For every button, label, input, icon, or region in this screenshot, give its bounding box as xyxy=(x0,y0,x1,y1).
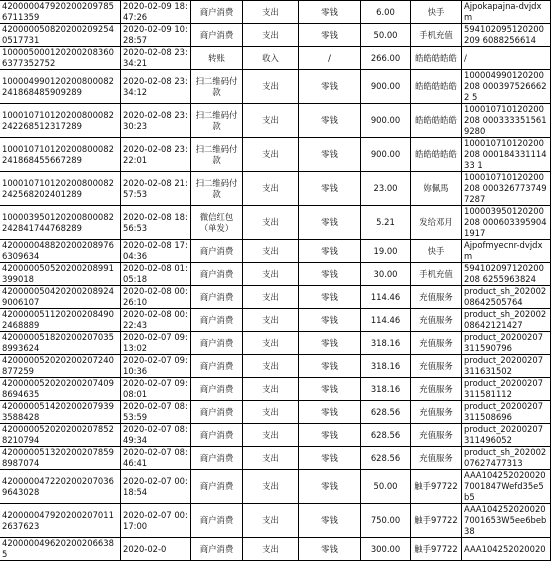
counterparty-cell: 发给邓月 xyxy=(411,206,462,240)
amount-cell: 900.00 xyxy=(361,70,411,104)
transaction-type-cell: 扫二维码付款 xyxy=(191,70,243,104)
amount-cell: 900.00 xyxy=(361,138,411,172)
counterparty-cell: 充值服务 xyxy=(411,332,462,355)
transaction-time-cell: 2020-02-08 00:26:10 xyxy=(121,286,191,309)
transaction-type-cell: 商户消费 xyxy=(191,424,243,447)
amount-cell: 266.00 xyxy=(361,47,411,70)
payment-method-cell: 零钱 xyxy=(299,424,361,447)
payment-method-cell: 零钱 xyxy=(299,70,361,104)
merchant-ref-cell: 594102097120200208 6255963824 xyxy=(462,263,551,286)
transaction-direction-cell: 支出 xyxy=(243,138,299,172)
merchant-ref-cell: product_20200207 311631502 xyxy=(462,355,551,378)
merchant-ref-cell: product_20200207 311590796 xyxy=(462,332,551,355)
transaction-type-cell: 商户消费 xyxy=(191,378,243,401)
transaction-id-cell: 420000052020200207240 877259 xyxy=(0,355,121,378)
transaction-id-cell: 420000047920200207011 2637623 xyxy=(0,504,121,538)
payment-method-cell: / xyxy=(299,47,361,70)
payment-method-cell: 零钱 xyxy=(299,538,361,561)
transaction-direction-cell: 支出 xyxy=(243,240,299,263)
merchant-ref-cell: AAA104252020020 7001653W5ee6beb 38 xyxy=(462,504,551,538)
transaction-direction-cell: 支出 xyxy=(243,286,299,309)
transaction-type-cell: 商户消费 xyxy=(191,447,243,470)
amount-cell: 318.16 xyxy=(361,355,411,378)
transaction-time-cell: 2020-02-08 01:05:18 xyxy=(121,263,191,286)
payment-method-cell: 零钱 xyxy=(299,504,361,538)
payment-method-cell: 零钱 xyxy=(299,378,361,401)
transaction-direction-cell: 支出 xyxy=(243,309,299,332)
transaction-time-cell: 2020-02-08 23:34:21 xyxy=(121,47,191,70)
payment-method-cell: 零钱 xyxy=(299,447,361,470)
amount-cell: 19.00 xyxy=(361,240,411,263)
transaction-direction-cell: 支出 xyxy=(243,172,299,206)
merchant-ref-cell: 100010710120200208 0003333515619280 xyxy=(462,104,551,138)
table-row xyxy=(0,309,551,332)
counterparty-cell: 触手97722 xyxy=(411,504,462,538)
transaction-id-cell: 420000047220200207036 9643028 xyxy=(0,470,121,504)
merchant-ref-cell: Ajpokapajna-dvjdx m xyxy=(462,1,551,24)
transaction-type-cell: 扫二维码付款 xyxy=(191,172,243,206)
table-row xyxy=(0,1,551,24)
payment-method-cell: 零钱 xyxy=(299,286,361,309)
amount-cell: 50.00 xyxy=(361,24,411,47)
transaction-id-cell: 420000051420200207939 3588428 xyxy=(0,401,121,424)
counterparty-cell: 手机充值 xyxy=(411,24,462,47)
transaction-time-cell: 2020-02-08 17:04:36 xyxy=(121,240,191,263)
transaction-direction-cell: 支出 xyxy=(243,470,299,504)
transaction-time-cell: 2020-02-08 18:56:53 xyxy=(121,206,191,240)
amount-cell: 114.46 xyxy=(361,309,411,332)
transaction-time-cell: 2020-02-07 00:18:54 xyxy=(121,470,191,504)
table-row xyxy=(0,470,551,504)
payment-method-cell: 零钱 xyxy=(299,138,361,172)
merchant-ref-cell: 100003950120200208 0006033959041917 xyxy=(462,206,551,240)
table-row xyxy=(0,401,551,424)
transaction-direction-cell: 支出 xyxy=(243,355,299,378)
amount-cell: 628.56 xyxy=(361,424,411,447)
transaction-direction-cell: 支出 xyxy=(243,504,299,538)
amount-cell: 23.00 xyxy=(361,172,411,206)
merchant-ref-cell: 594102095120200209 6088256614 xyxy=(462,24,551,47)
table-row xyxy=(0,263,551,286)
merchant-ref-cell: product_20200207 311581112 xyxy=(462,378,551,401)
counterparty-cell: 皓皓皓皓皓 xyxy=(411,70,462,104)
transaction-id-cell: 420000048820200208976 6309634 xyxy=(0,240,121,263)
merchant-ref-cell: Ajpofmyecnr-dvjdx m xyxy=(462,240,551,263)
transaction-direction-cell: 支出 xyxy=(243,70,299,104)
merchant-ref-cell: product_20200207 311496052 xyxy=(462,424,551,447)
amount-cell: 114.46 xyxy=(361,286,411,309)
transaction-id-cell: 420000051120200208490 2468889 xyxy=(0,309,121,332)
transaction-id-cell: 100010710120200800082 242568202401289 xyxy=(0,172,121,206)
amount-cell: 750.00 xyxy=(361,504,411,538)
transaction-id-cell: 420000050420200208924 9006107 xyxy=(0,286,121,309)
payment-method-cell: 零钱 xyxy=(299,1,361,24)
amount-cell: 900.00 xyxy=(361,104,411,138)
merchant-ref-cell: AAA104252020020 7001847Wefd35e5 b5 xyxy=(462,470,551,504)
table-row xyxy=(0,355,551,378)
counterparty-cell: 触手97722 xyxy=(411,470,462,504)
transaction-direction-cell: 支出 xyxy=(243,447,299,470)
merchant-ref-cell: AAA104252020020 xyxy=(462,538,551,561)
transaction-time-cell: 2020-02-09 18:47:26 xyxy=(121,1,191,24)
transaction-time-cell: 2020-02-07 08:46:41 xyxy=(121,447,191,470)
payment-method-cell: 零钱 xyxy=(299,401,361,424)
payment-method-cell: 零钱 xyxy=(299,240,361,263)
transaction-id-cell: 100004990120200800082 241868485909289 xyxy=(0,70,121,104)
transaction-direction-cell: 支出 xyxy=(243,206,299,240)
transaction-direction-cell: 支出 xyxy=(243,401,299,424)
transaction-id-cell: 100010710120200800082 242268512317289 xyxy=(0,104,121,138)
merchant-ref-cell: 100004990120200208 0003975266622 5 xyxy=(462,70,551,104)
transaction-type-cell: 商户消费 xyxy=(191,24,243,47)
transaction-type-cell: 扫二维码付款 xyxy=(191,138,243,172)
transaction-direction-cell: 收入 xyxy=(243,47,299,70)
transaction-id-cell: 100005000120200208360 6377352752 xyxy=(0,47,121,70)
transaction-time-cell: 2020-02-09 10:28:57 xyxy=(121,24,191,47)
amount-cell: 5.21 xyxy=(361,206,411,240)
transaction-id-cell: 420000047920200209785 6711359 xyxy=(0,1,121,24)
counterparty-cell: 充值服务 xyxy=(411,424,462,447)
transaction-id-cell: 420000051820200207035 8993624 xyxy=(0,332,121,355)
counterparty-cell: 妳佩馬 xyxy=(411,172,462,206)
transaction-type-cell: 商户消费 xyxy=(191,1,243,24)
transaction-time-cell: 2020-02-07 08:49:34 xyxy=(121,424,191,447)
table-row xyxy=(0,206,551,240)
payment-method-cell: 零钱 xyxy=(299,332,361,355)
transaction-type-cell: 商户消费 xyxy=(191,538,243,561)
transaction-direction-cell: 支出 xyxy=(243,104,299,138)
counterparty-cell: 皓皓皓皓皓 xyxy=(411,104,462,138)
transaction-direction-cell: 支出 xyxy=(243,24,299,47)
transaction-time-cell: 2020-02-07 09:10:36 xyxy=(121,355,191,378)
amount-cell: 318.16 xyxy=(361,378,411,401)
transaction-direction-cell: 支出 xyxy=(243,332,299,355)
table-row xyxy=(0,24,551,47)
table-row xyxy=(0,138,551,172)
table-row xyxy=(0,286,551,309)
counterparty-cell: 充值服务 xyxy=(411,378,462,401)
transaction-direction-cell: 支出 xyxy=(243,1,299,24)
transaction-id-cell: 420000051320200207859 8987074 xyxy=(0,447,121,470)
counterparty-cell: 快手 xyxy=(411,1,462,24)
transaction-id-cell: 420000052020200207409 8694635 xyxy=(0,378,121,401)
transaction-type-cell: 转账 xyxy=(191,47,243,70)
payment-method-cell: 零钱 xyxy=(299,263,361,286)
table-row xyxy=(0,504,551,538)
merchant-ref-cell: product_20200207 311508696 xyxy=(462,401,551,424)
counterparty-cell: 充值服务 xyxy=(411,309,462,332)
amount-cell: 628.56 xyxy=(361,401,411,424)
transaction-id-cell: 420000050820200209254 0517731 xyxy=(0,24,121,47)
transaction-id-cell: 100010710120200800082 241868455667289 xyxy=(0,138,121,172)
merchant-ref-cell: 100010710120200208 0003267737497287 xyxy=(462,172,551,206)
table-row xyxy=(0,172,551,206)
counterparty-cell: 皓皓皓皓皓 xyxy=(411,138,462,172)
merchant-ref-cell: / xyxy=(462,47,551,70)
transaction-type-cell: 商户消费 xyxy=(191,355,243,378)
counterparty-cell: 手机充值 xyxy=(411,263,462,286)
merchant-ref-cell: product_sh_202002 07627477313 xyxy=(462,447,551,470)
table-row xyxy=(0,70,551,104)
payment-method-cell: 零钱 xyxy=(299,104,361,138)
payment-method-cell: 零钱 xyxy=(299,309,361,332)
counterparty-cell: 充值服务 xyxy=(411,447,462,470)
merchant-ref-cell: 100010710120200208 00018433111433 1 xyxy=(462,138,551,172)
transaction-type-cell: 商户消费 xyxy=(191,504,243,538)
transaction-direction-cell: 支出 xyxy=(243,538,299,561)
transaction-type-cell: 商户消费 xyxy=(191,240,243,263)
transaction-id-cell: 420000050520200208991 399018 xyxy=(0,263,121,286)
transaction-type-cell: 商户消费 xyxy=(191,286,243,309)
table-row xyxy=(0,378,551,401)
transaction-direction-cell: 支出 xyxy=(243,378,299,401)
transaction-direction-cell: 支出 xyxy=(243,424,299,447)
transaction-time-cell: 2020-02-08 21:57:53 xyxy=(121,172,191,206)
transaction-time-cell: 2020-02-08 23:22:01 xyxy=(121,138,191,172)
amount-cell: 628.56 xyxy=(361,447,411,470)
transaction-type-cell: 商户消费 xyxy=(191,263,243,286)
transaction-time-cell: 2020-02-08 23:30:23 xyxy=(121,104,191,138)
payment-method-cell: 零钱 xyxy=(299,24,361,47)
counterparty-cell: 充值服务 xyxy=(411,355,462,378)
amount-cell: 30.00 xyxy=(361,263,411,286)
amount-cell: 50.00 xyxy=(361,470,411,504)
payment-method-cell: 零钱 xyxy=(299,172,361,206)
transaction-type-cell: 商户消费 xyxy=(191,332,243,355)
transaction-type-cell: 商户消费 xyxy=(191,401,243,424)
counterparty-cell: 充值服务 xyxy=(411,401,462,424)
table-row xyxy=(0,538,551,561)
counterparty-cell: 充值服务 xyxy=(411,286,462,309)
transaction-time-cell: 2020-02-08 00:22:43 xyxy=(121,309,191,332)
transaction-type-cell: 商户消费 xyxy=(191,309,243,332)
counterparty-cell: 皓皓皓皓皓 xyxy=(411,47,462,70)
transaction-time-cell: 2020-02-07 08:53:59 xyxy=(121,401,191,424)
counterparty-cell: 快手 xyxy=(411,240,462,263)
table-row xyxy=(0,447,551,470)
transaction-direction-cell: 支出 xyxy=(243,263,299,286)
merchant-ref-cell: product_sh_202002 08642121427 xyxy=(462,309,551,332)
table-row xyxy=(0,332,551,355)
transaction-time-cell: 2020-02-08 23:34:12 xyxy=(121,70,191,104)
amount-cell: 6.00 xyxy=(361,1,411,24)
transaction-time-cell: 2020-02-0 xyxy=(121,538,191,561)
transaction-time-cell: 2020-02-07 09:08:01 xyxy=(121,378,191,401)
transaction-id-cell: 100003950120200800082 242841744768289 xyxy=(0,206,121,240)
table-row xyxy=(0,47,551,70)
transaction-time-cell: 2020-02-07 00:17:00 xyxy=(121,504,191,538)
table-row xyxy=(0,240,551,263)
merchant-ref-cell: product_sh_202002 08642505764 xyxy=(462,286,551,309)
transaction-id-cell: 420000052020200207852 8210794 xyxy=(0,424,121,447)
transaction-type-cell: 扫二维码付款 xyxy=(191,104,243,138)
payment-method-cell: 零钱 xyxy=(299,206,361,240)
transaction-time-cell: 2020-02-07 09:13:02 xyxy=(121,332,191,355)
transaction-type-cell: 微信红包（单发） xyxy=(191,206,243,240)
table-row xyxy=(0,424,551,447)
transaction-table-body xyxy=(0,1,551,561)
payment-method-cell: 零钱 xyxy=(299,355,361,378)
counterparty-cell: 触手97722 xyxy=(411,538,462,561)
payment-method-cell: 零钱 xyxy=(299,470,361,504)
amount-cell: 318.16 xyxy=(361,332,411,355)
transaction-type-cell: 商户消费 xyxy=(191,470,243,504)
transaction-id-cell: 420000049620200206638 5 xyxy=(0,538,121,561)
amount-cell: 300.00 xyxy=(361,538,411,561)
table-row xyxy=(0,104,551,138)
